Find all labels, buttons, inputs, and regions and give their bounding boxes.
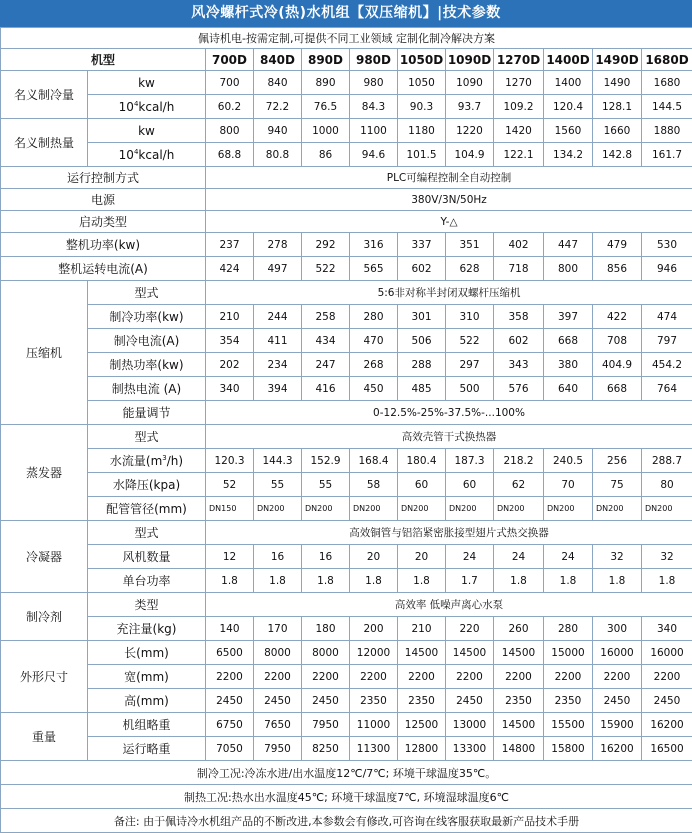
water-drop-value: 75 — [593, 473, 642, 497]
model-name: 1090D — [446, 49, 494, 71]
label-part: kcal/h — [138, 100, 174, 114]
water-flow-value: 168.4 — [350, 449, 398, 473]
compressor-row-label: 制冷电流(A) — [88, 329, 206, 353]
pipe-size-value: DN200 — [350, 497, 398, 521]
compressor-value: 470 — [350, 329, 398, 353]
unit-power-value: 278 — [254, 233, 302, 257]
heating-capacity-group: 名义制热量 — [1, 119, 88, 167]
compressor-value: 288 — [398, 353, 446, 377]
model-name: 1680D — [642, 49, 692, 71]
compressor-value: 268 — [350, 353, 398, 377]
compressor-row-label: 制热功率(kw) — [88, 353, 206, 377]
model-name: 1400D — [544, 49, 593, 71]
heating-kw-value: 1000 — [302, 119, 350, 143]
refrigerant-charge-value: 210 — [398, 617, 446, 641]
water-flow-value: 187.3 — [446, 449, 494, 473]
pipe-size-value: DN200 — [446, 497, 494, 521]
unit-current-value: 565 — [350, 257, 398, 281]
unit-current-value: 497 — [254, 257, 302, 281]
compressor-value: 797 — [642, 329, 692, 353]
compressor-value: 450 — [350, 377, 398, 401]
cooling-kcal-value: 72.2 — [254, 95, 302, 119]
label-exponent: 3 — [162, 454, 166, 462]
water-drop-label: 水降压(kpa) — [88, 473, 206, 497]
condenser-type-label: 型式 — [88, 521, 206, 545]
fan-power-value: 1.8 — [206, 569, 254, 593]
heating-kw-value: 1560 — [544, 119, 593, 143]
model-name: 700D — [206, 49, 254, 71]
net-weight-value: 11000 — [350, 713, 398, 737]
cooling-kcal-value: 120.4 — [544, 95, 593, 119]
width-value: 2200 — [350, 665, 398, 689]
width-label: 宽(mm) — [88, 665, 206, 689]
control-value: PLC可编程控制全自动控制 — [206, 167, 692, 189]
net-weight-value: 14500 — [494, 713, 544, 737]
compressor-type-label: 型式 — [88, 281, 206, 305]
pipe-size-value: DN200 — [544, 497, 593, 521]
compressor-value: 404.9 — [593, 353, 642, 377]
unit-power-value: 237 — [206, 233, 254, 257]
model-name: 890D — [302, 49, 350, 71]
heating-kw-value: 1880 — [642, 119, 692, 143]
refrigerant-charge-value: 180 — [302, 617, 350, 641]
compressor-value: 210 — [206, 305, 254, 329]
running-weight-value: 11300 — [350, 737, 398, 761]
weight-group: 重量 — [1, 713, 88, 761]
compressor-value: 244 — [254, 305, 302, 329]
compressor-value: 500 — [446, 377, 494, 401]
heating-kw-value: 1180 — [398, 119, 446, 143]
water-flow-value: 288.7 — [642, 449, 692, 473]
net-weight-value: 7950 — [302, 713, 350, 737]
length-value: 8000 — [302, 641, 350, 665]
capacity-control-label: 能量调节 — [88, 401, 206, 425]
net-weight-value: 6750 — [206, 713, 254, 737]
running-weight-value: 16200 — [593, 737, 642, 761]
fan-qty-value: 16 — [254, 545, 302, 569]
refrigerant-charge-value: 300 — [593, 617, 642, 641]
start-type-value: Y-△ — [206, 211, 692, 233]
heating-kcal-label — [88, 143, 206, 167]
control-label: 运行控制方式 — [1, 167, 206, 189]
cooling-kcal-value: 144.5 — [642, 95, 692, 119]
unit-current-value: 718 — [494, 257, 544, 281]
width-value: 2200 — [206, 665, 254, 689]
water-flow-value: 240.5 — [544, 449, 593, 473]
length-value: 16000 — [593, 641, 642, 665]
cooling-kw-value: 1090 — [446, 71, 494, 95]
water-drop-value: 70 — [544, 473, 593, 497]
net-weight-value: 16200 — [642, 713, 692, 737]
refrigerant-charge-value: 170 — [254, 617, 302, 641]
unit-power-value: 402 — [494, 233, 544, 257]
unit-current-value: 522 — [302, 257, 350, 281]
compressor-value: 343 — [494, 353, 544, 377]
width-value: 2200 — [642, 665, 692, 689]
cooling-conditions: 制冷工况:冷冻水进/出水温度12℃/7℃; 环境干球温度35℃。 — [1, 761, 692, 785]
footnote: 备注: 由于佩诗冷水机组产品的不断改进,本参数会有修改,可咨询在线客服获取最新产品技术手册 — [1, 809, 692, 833]
compressor-value: 280 — [350, 305, 398, 329]
model-header: 机型 — [1, 49, 206, 71]
running-weight-value: 13300 — [446, 737, 494, 761]
unit-power-label: 整机功率(kw) — [1, 233, 206, 257]
unit-current-value: 628 — [446, 257, 494, 281]
net-weight-value: 15500 — [544, 713, 593, 737]
pipe-size-value: DN200 — [302, 497, 350, 521]
running-weight-label: 运行略重 — [88, 737, 206, 761]
heating-kw-value: 1100 — [350, 119, 398, 143]
running-weight-value: 8250 — [302, 737, 350, 761]
label-exponent: 4 — [134, 100, 138, 108]
pipe-size-value: DN200 — [494, 497, 544, 521]
heating-kcal-value: 68.8 — [206, 143, 254, 167]
height-value: 2450 — [642, 689, 692, 713]
height-value: 2350 — [350, 689, 398, 713]
length-value: 16000 — [642, 641, 692, 665]
pipe-size-value: DN200 — [254, 497, 302, 521]
fan-power-value: 1.8 — [398, 569, 446, 593]
height-label: 高(mm) — [88, 689, 206, 713]
width-value: 2200 — [254, 665, 302, 689]
label-part: 10 — [119, 148, 134, 162]
length-value: 14500 — [494, 641, 544, 665]
unit-current-value: 946 — [642, 257, 692, 281]
heating-kw-value: 800 — [206, 119, 254, 143]
water-drop-value: 55 — [302, 473, 350, 497]
unit-current-label: 整机运转电流(A) — [1, 257, 206, 281]
water-drop-value: 62 — [494, 473, 544, 497]
height-value: 2450 — [446, 689, 494, 713]
refrigerant-charge-value: 200 — [350, 617, 398, 641]
refrigerant-charge-value: 340 — [642, 617, 692, 641]
cooling-kw-value: 1270 — [494, 71, 544, 95]
length-label: 长(mm) — [88, 641, 206, 665]
cooling-kw-value: 700 — [206, 71, 254, 95]
unit-power-value: 351 — [446, 233, 494, 257]
spec-table — [0, 27, 692, 833]
cooling-kcal-value: 109.2 — [494, 95, 544, 119]
cooling-kw-value: 1680 — [642, 71, 692, 95]
running-weight-value: 15800 — [544, 737, 593, 761]
compressor-value: 394 — [254, 377, 302, 401]
heating-kw-value: 1220 — [446, 119, 494, 143]
page-title: 风冷螺杆式冷(热)水机组【双压缩机】|技术参数 — [0, 0, 692, 27]
pipe-size-value: DN200 — [398, 497, 446, 521]
running-weight-value: 12800 — [398, 737, 446, 761]
width-value: 2200 — [446, 665, 494, 689]
length-value: 6500 — [206, 641, 254, 665]
fan-qty-value: 24 — [494, 545, 544, 569]
label-part: kcal/h — [138, 148, 174, 162]
pipe-size-label: 配管管径(mm) — [88, 497, 206, 521]
power-supply-label: 电源 — [1, 189, 206, 211]
compressor-row-label: 制热电流 (A) — [88, 377, 206, 401]
cooling-kcal-value: 93.7 — [446, 95, 494, 119]
compressor-value: 247 — [302, 353, 350, 377]
height-value: 2350 — [544, 689, 593, 713]
cooling-kw-value: 1490 — [593, 71, 642, 95]
compressor-value: 297 — [446, 353, 494, 377]
refrigerant-type-label: 类型 — [88, 593, 206, 617]
fan-qty-value: 16 — [302, 545, 350, 569]
water-flow-value: 152.9 — [302, 449, 350, 473]
cooling-kw-value: 1050 — [398, 71, 446, 95]
fan-qty-value: 20 — [350, 545, 398, 569]
height-value: 2350 — [494, 689, 544, 713]
fan-power-value: 1.8 — [494, 569, 544, 593]
width-value: 2200 — [544, 665, 593, 689]
fan-qty-value: 12 — [206, 545, 254, 569]
model-name: 1490D — [593, 49, 642, 71]
compressor-value: 522 — [446, 329, 494, 353]
cooling-kw-label: kw — [88, 71, 206, 95]
label-part: 水流量(m — [110, 454, 162, 468]
cooling-kcal-value: 60.2 — [206, 95, 254, 119]
water-drop-value: 52 — [206, 473, 254, 497]
length-value: 8000 — [254, 641, 302, 665]
heating-kw-value: 1660 — [593, 119, 642, 143]
width-value: 2200 — [398, 665, 446, 689]
unit-power-value: 530 — [642, 233, 692, 257]
compressor-value: 668 — [593, 377, 642, 401]
fan-qty-value: 24 — [544, 545, 593, 569]
water-drop-value: 60 — [446, 473, 494, 497]
heating-kcal-value: 86 — [302, 143, 350, 167]
compressor-value: 411 — [254, 329, 302, 353]
compressor-value: 708 — [593, 329, 642, 353]
width-value: 2200 — [302, 665, 350, 689]
cooling-kw-value: 840 — [254, 71, 302, 95]
pipe-size-value: DN200 — [642, 497, 692, 521]
refrigerant-charge-label: 充注量(kg) — [88, 617, 206, 641]
cooling-kcal-value: 90.3 — [398, 95, 446, 119]
pipe-size-value: DN200 — [593, 497, 642, 521]
compressor-value: 764 — [642, 377, 692, 401]
net-weight-value: 13000 — [446, 713, 494, 737]
fan-power-value: 1.8 — [302, 569, 350, 593]
unit-current-value: 800 — [544, 257, 593, 281]
water-flow-label — [88, 449, 206, 473]
running-weight-value: 7950 — [254, 737, 302, 761]
capacity-control-value: 0-12.5%-25%-37.5%-...100% — [206, 401, 692, 425]
compressor-value: 668 — [544, 329, 593, 353]
fan-power-value: 1.8 — [593, 569, 642, 593]
length-value: 14500 — [446, 641, 494, 665]
water-flow-value: 120.3 — [206, 449, 254, 473]
compressor-value: 340 — [206, 377, 254, 401]
refrigerant-charge-value: 260 — [494, 617, 544, 641]
water-drop-value: 55 — [254, 473, 302, 497]
compressor-row-label: 制冷功率(kw) — [88, 305, 206, 329]
label-part: /h) — [167, 454, 183, 468]
water-flow-value: 218.2 — [494, 449, 544, 473]
condenser-type-value: 高效铜管与铝箔紧密胀接型翅片式热交换器 — [206, 521, 692, 545]
label-part: 10 — [119, 100, 134, 114]
fan-power-value: 1.8 — [254, 569, 302, 593]
heating-kw-value: 940 — [254, 119, 302, 143]
fan-qty-value: 32 — [593, 545, 642, 569]
evaporator-group: 蒸发器 — [1, 425, 88, 521]
compressor-group: 压缩机 — [1, 281, 88, 425]
water-drop-value: 60 — [398, 473, 446, 497]
length-value: 15000 — [544, 641, 593, 665]
water-flow-value: 256 — [593, 449, 642, 473]
height-value: 2450 — [254, 689, 302, 713]
fan-power-value: 1.8 — [350, 569, 398, 593]
unit-power-value: 447 — [544, 233, 593, 257]
compressor-value: 397 — [544, 305, 593, 329]
heating-kcal-value: 142.8 — [593, 143, 642, 167]
heating-kcal-value: 101.5 — [398, 143, 446, 167]
net-weight-label: 机组略重 — [88, 713, 206, 737]
refrigerant-charge-value: 280 — [544, 617, 593, 641]
compressor-value: 310 — [446, 305, 494, 329]
heating-kcal-value: 161.7 — [642, 143, 692, 167]
length-value: 12000 — [350, 641, 398, 665]
fan-power-label: 单台功率 — [88, 569, 206, 593]
cooling-kw-value: 980 — [350, 71, 398, 95]
width-value: 2200 — [593, 665, 642, 689]
compressor-value: 234 — [254, 353, 302, 377]
compressor-value: 202 — [206, 353, 254, 377]
running-weight-value: 14800 — [494, 737, 544, 761]
fan-power-value: 1.7 — [446, 569, 494, 593]
heating-kw-label: kw — [88, 119, 206, 143]
model-name: 1270D — [494, 49, 544, 71]
compressor-value: 380 — [544, 353, 593, 377]
label-exponent: 4 — [134, 148, 138, 156]
heating-kcal-value: 80.8 — [254, 143, 302, 167]
compressor-value: 422 — [593, 305, 642, 329]
model-name: 1050D — [398, 49, 446, 71]
dimensions-group: 外形尺寸 — [1, 641, 88, 713]
heating-kcal-value: 134.2 — [544, 143, 593, 167]
height-value: 2350 — [398, 689, 446, 713]
running-weight-value: 16500 — [642, 737, 692, 761]
condenser-group: 冷凝器 — [1, 521, 88, 593]
refrigerant-charge-value: 140 — [206, 617, 254, 641]
heating-kcal-value: 104.9 — [446, 143, 494, 167]
height-value: 2450 — [206, 689, 254, 713]
compressor-value: 454.2 — [642, 353, 692, 377]
fan-qty-value: 32 — [642, 545, 692, 569]
refrigerant-charge-value: 220 — [446, 617, 494, 641]
water-flow-value: 180.4 — [398, 449, 446, 473]
evaporator-type-value: 高效壳管干式换热器 — [206, 425, 692, 449]
height-value: 2450 — [302, 689, 350, 713]
refrigerant-group: 制冷剂 — [1, 593, 88, 641]
heating-kcal-value: 122.1 — [494, 143, 544, 167]
cooling-kcal-value: 76.5 — [302, 95, 350, 119]
heating-kcal-value: 94.6 — [350, 143, 398, 167]
compressor-value: 576 — [494, 377, 544, 401]
unit-current-value: 856 — [593, 257, 642, 281]
cooling-kcal-label — [88, 95, 206, 119]
heating-conditions: 制热工况:热水出水温度45℃; 环境干球温度7℃, 环境湿球温度6℃ — [1, 785, 692, 809]
compressor-value: 434 — [302, 329, 350, 353]
compressor-value: 301 — [398, 305, 446, 329]
intro-text: 佩诗机电-按需定制,可提供不同工业领域 定制化制冷解决方案 — [1, 28, 692, 49]
unit-current-value: 602 — [398, 257, 446, 281]
compressor-value: 416 — [302, 377, 350, 401]
evaporator-type-label: 型式 — [88, 425, 206, 449]
fan-power-value: 1.8 — [544, 569, 593, 593]
cooling-kcal-value: 84.3 — [350, 95, 398, 119]
pipe-size-value: DN150 — [206, 497, 254, 521]
running-weight-value: 7050 — [206, 737, 254, 761]
refrigerant-type-value: 高效率 低噪声离心水泵 — [206, 593, 692, 617]
unit-power-value: 292 — [302, 233, 350, 257]
water-drop-value: 80 — [642, 473, 692, 497]
width-value: 2200 — [494, 665, 544, 689]
cooling-kcal-value: 128.1 — [593, 95, 642, 119]
start-type-label: 启动类型 — [1, 211, 206, 233]
water-flow-value: 144.3 — [254, 449, 302, 473]
fan-power-value: 1.8 — [642, 569, 692, 593]
net-weight-value: 7650 — [254, 713, 302, 737]
compressor-value: 506 — [398, 329, 446, 353]
height-value: 2450 — [593, 689, 642, 713]
compressor-value: 354 — [206, 329, 254, 353]
unit-power-value: 316 — [350, 233, 398, 257]
cooling-capacity-group: 名义制冷量 — [1, 71, 88, 119]
cooling-kw-value: 1400 — [544, 71, 593, 95]
fan-qty-value: 24 — [446, 545, 494, 569]
unit-power-value: 479 — [593, 233, 642, 257]
compressor-value: 258 — [302, 305, 350, 329]
net-weight-value: 12500 — [398, 713, 446, 737]
fan-qty-value: 20 — [398, 545, 446, 569]
compressor-type-value: 5:6非对称半封闭双螺杆压缩机 — [206, 281, 692, 305]
fan-qty-label: 风机数量 — [88, 545, 206, 569]
unit-current-value: 424 — [206, 257, 254, 281]
compressor-value: 640 — [544, 377, 593, 401]
unit-power-value: 337 — [398, 233, 446, 257]
power-supply-value: 380V/3N/50Hz — [206, 189, 692, 211]
compressor-value: 358 — [494, 305, 544, 329]
compressor-value: 485 — [398, 377, 446, 401]
cooling-kw-value: 890 — [302, 71, 350, 95]
heating-kw-value: 1420 — [494, 119, 544, 143]
net-weight-value: 15900 — [593, 713, 642, 737]
model-name: 980D — [350, 49, 398, 71]
model-name: 840D — [254, 49, 302, 71]
compressor-value: 474 — [642, 305, 692, 329]
water-drop-value: 58 — [350, 473, 398, 497]
compressor-value: 602 — [494, 329, 544, 353]
length-value: 14500 — [398, 641, 446, 665]
